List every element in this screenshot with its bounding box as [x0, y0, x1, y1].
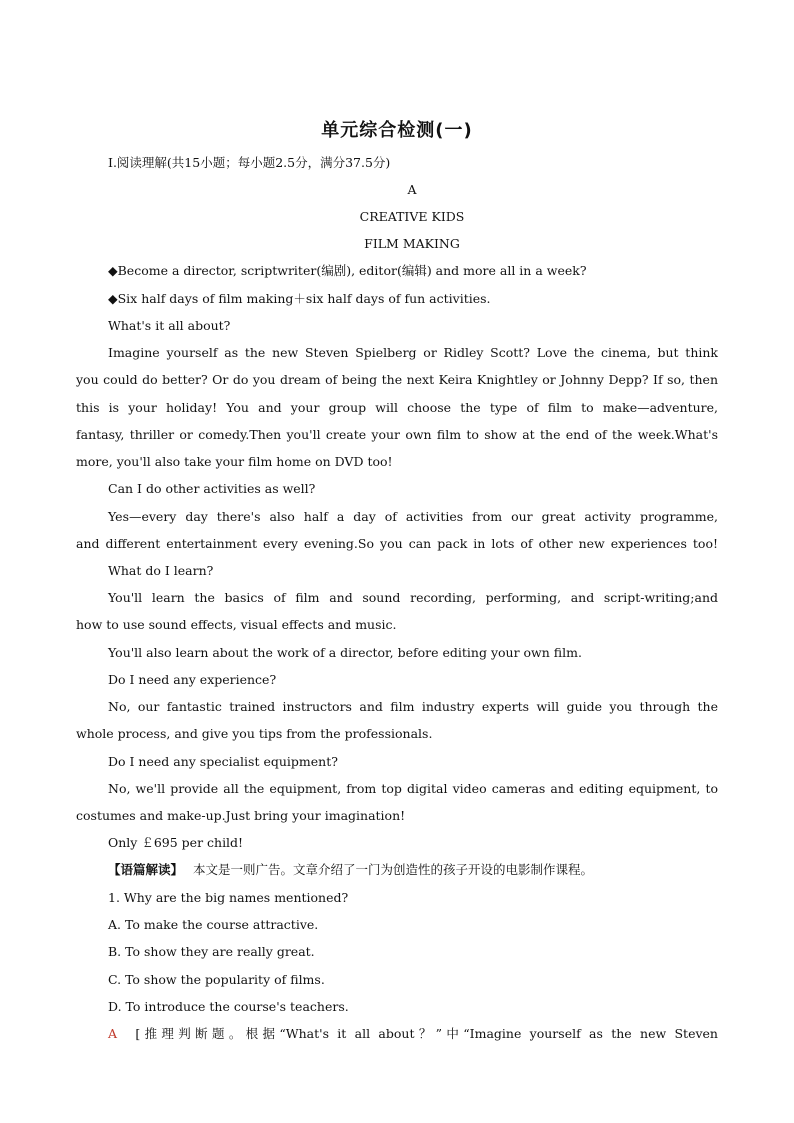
option-a: A. To make the course attractive. — [108, 917, 319, 932]
ad-title-film-making: FILM MAKING — [364, 236, 460, 251]
page-title: 单元综合检测(一) — [321, 120, 473, 141]
answer-line — [108, 1026, 718, 1042]
section-heading: Ⅰ.阅读理解(共15小题；每小题2.5分，满分37.5分) — [108, 155, 391, 170]
paragraph-line: costumes and make-up.Just bring your imagination! — [76, 808, 406, 823]
question-text: 1. Why are the big names mentioned? — [108, 890, 349, 905]
paragraph-line: No, our fantastic trained instructors and film industry experts will guide you through the — [108, 699, 718, 714]
paragraph-line: You'll learn the basics of film and sound recording, performing, and script-writing;and — [108, 590, 718, 605]
passage-letter: A — [407, 182, 417, 197]
bullet-line: ◆Six half days of film making＋six half days of fun activities. — [108, 291, 491, 306]
question-heading: What's it all about? — [108, 318, 231, 333]
option-d: D. To introduce the course's teachers. — [108, 999, 349, 1014]
question-heading: Can I do other activities as well? — [108, 481, 316, 496]
paragraph-line: this is your holiday! You and your group will choose the type of film to make—adventure, — [76, 400, 718, 415]
question-heading: Do I need any experience? — [108, 672, 277, 687]
paragraph-line: fantasy, thriller or comedy.Then you'll create your own film to show at the end of the week.What's — [76, 427, 718, 442]
paragraph-line: and different entertainment every evening.So you can pack in lots of other new experiences too! — [76, 536, 718, 551]
option-c: C. To show the popularity of films. — [108, 972, 325, 987]
analysis-text: 本文是一则广告。文章介绍了一门为创造性的孩子开设的电影制作课程。 — [193, 862, 594, 877]
ad-title-creative-kids: CREATIVE KIDS — [359, 209, 465, 224]
answer-explanation: [推理判断题。根据“What's it all about？”中“Imagine yourself as the new Steven — [135, 1026, 718, 1041]
analysis-label: 【语篇解读】 — [108, 862, 184, 877]
question-heading: Do I need any specialist equipment? — [108, 754, 338, 769]
paragraph-line: Imagine yourself as the new Steven Spielberg or Ridley Scott? Love the cinema, but think — [108, 345, 718, 360]
bullet-line: ◆Become a director, scriptwriter(编剧), editor(编辑) and more all in a week? — [108, 263, 587, 278]
price-line: Only ￡695 per child! — [108, 835, 244, 850]
paragraph-line: You'll also learn about the work of a director, before editing your own film. — [108, 645, 582, 660]
option-b: B. To show they are really great. — [108, 944, 315, 959]
answer-letter: A — [108, 1026, 118, 1041]
paragraph-line: whole process, and give you tips from the professionals. — [76, 726, 433, 741]
paragraph-line: No, we'll provide all the equipment, from top digital video cameras and editing equipment, to — [108, 781, 718, 796]
paragraph-line: more, you'll also take your film home on DVD too! — [76, 454, 393, 469]
paragraph-line: Yes—every day there's also half a day of activities from our great activity programme, — [108, 509, 718, 524]
question-heading: What do I learn? — [108, 563, 214, 578]
paragraph-line: how to use sound effects, visual effects and music. — [76, 617, 397, 632]
paragraph-line: you could do better? Or do you dream of being the next Keira Knightley or Johnny Depp? If so, then — [76, 372, 718, 387]
analysis-line — [108, 862, 718, 878]
